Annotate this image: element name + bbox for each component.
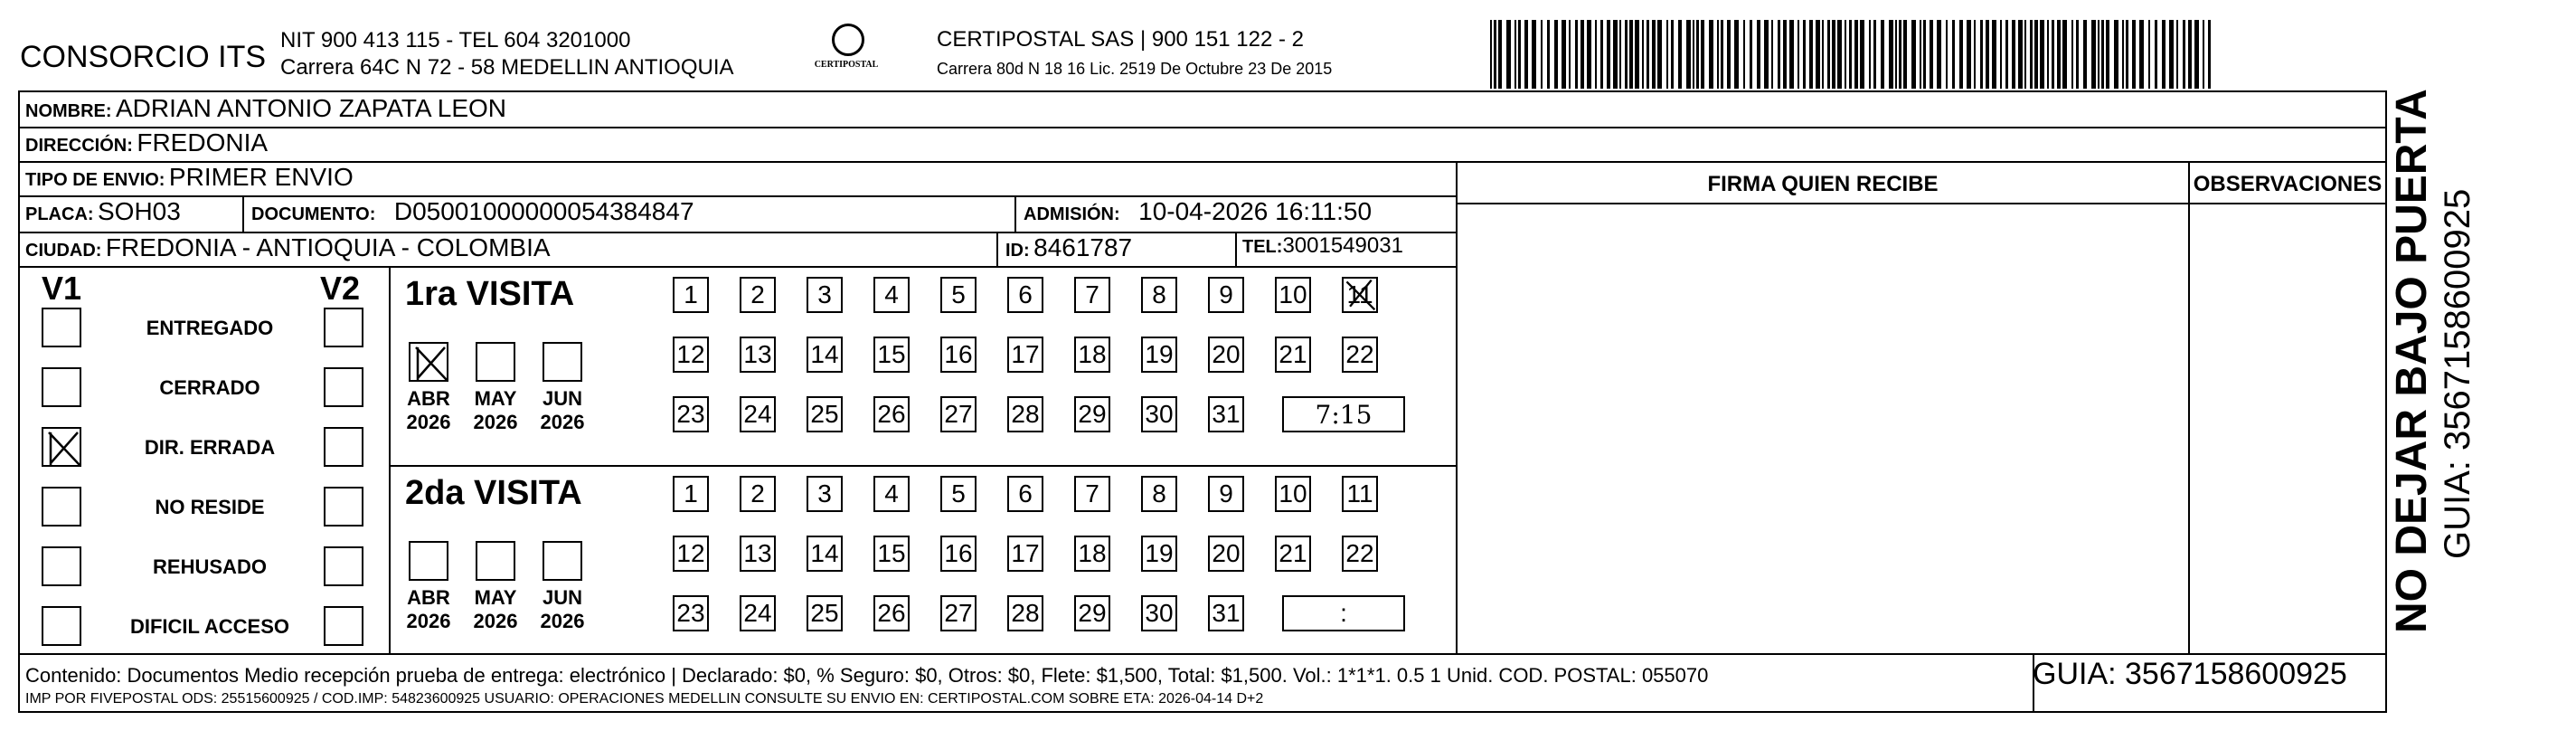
certipostal-license: Carrera 80d N 18 16 Lic. 2519 De Octubre 23 De 2015 [937, 60, 1333, 78]
row-direccion: DIRECCIÓN: FREDONIA [25, 128, 269, 157]
visit-2-month-may-checkbox[interactable] [476, 541, 515, 581]
v1-checkbox-cerrado[interactable] [42, 367, 81, 407]
v2-checkbox-cerrado[interactable] [324, 367, 363, 407]
visit-2-day-30[interactable]: 30 [1141, 595, 1177, 631]
visit-2-day-22[interactable]: 22 [1342, 536, 1378, 572]
content-summary: Contenido: Documentos Medio recepción prueba de entrega: electrónico | Declarado: $0, % Seguro: $0, Otros: $0, Flete: $1,500, Total: $1,500. Vol.: 1*1*1. 0.5 1 Unid. COD. POSTAL: 055070 [25, 664, 1709, 687]
visit-2-day-17[interactable]: 17 [1007, 536, 1043, 572]
firma-header: FIRMA QUIEN RECIBE [1707, 172, 1939, 196]
v1-checkbox-dificil-acceso[interactable] [42, 606, 81, 646]
visit-2-time[interactable]: : [1282, 595, 1405, 631]
visit-2-day-2[interactable]: 2 [740, 476, 776, 512]
visit-1-title: 1ra VISITA [405, 275, 575, 313]
visit-2-day-23[interactable]: 23 [673, 595, 709, 631]
visit-2-month-jun-label: JUN 2026 [540, 586, 585, 632]
visit-1-day-23[interactable]: 23 [673, 396, 709, 432]
row-ciudad: CIUDAD: FREDONIA - ANTIOQUIA - COLOMBIA [25, 233, 551, 261]
visit-1-day-30[interactable]: 30 [1141, 396, 1177, 432]
recipient-address: FREDONIA [137, 128, 269, 157]
visit-1-day-25[interactable]: 25 [807, 396, 843, 432]
row-nombre: NOMBRE: ADRIAN ANTONIO ZAPATA LEON [25, 94, 507, 122]
visit-2-day-6[interactable]: 6 [1007, 476, 1043, 512]
visit-2-day-19[interactable]: 19 [1141, 536, 1177, 572]
visit-2-day-13[interactable]: 13 [740, 536, 776, 572]
visit-1-day-3[interactable]: 3 [807, 277, 843, 313]
visit-1-day-16[interactable]: 16 [940, 337, 977, 373]
visit-2-day-12[interactable]: 12 [673, 536, 709, 572]
row-admision: ADMISIÓN: 10-04-2026 16:11:50 [1024, 197, 1373, 225]
visit-1-day-21[interactable]: 21 [1275, 337, 1311, 373]
visit-2-day-26[interactable]: 26 [873, 595, 910, 631]
visit-1-day-13[interactable]: 13 [740, 337, 776, 373]
visit-1-day-29[interactable]: 29 [1074, 396, 1110, 432]
visit-2-day-27[interactable]: 27 [940, 595, 977, 631]
status-label-cerrado: CERRADO [159, 376, 260, 399]
visit-2-title: 2da VISITA [405, 474, 582, 512]
visit-2-day-7[interactable]: 7 [1074, 476, 1110, 512]
visit-2-day-20[interactable]: 20 [1208, 536, 1244, 572]
visit-1-day-9[interactable]: 9 [1208, 277, 1244, 313]
row-tipo: TIPO DE ENVIO: PRIMER ENVIO [25, 163, 354, 191]
side-guia-number: GUIA: 3567158600925 [2438, 188, 2477, 559]
visit-2-day-9[interactable]: 9 [1208, 476, 1244, 512]
visit-1-day-8[interactable]: 8 [1141, 277, 1177, 313]
visit-1-month-abr-checkbox[interactable] [409, 342, 448, 382]
visit-2-day-5[interactable]: 5 [940, 476, 977, 512]
print-info: IMP POR FIVEPOSTAL ODS: 25515600925 / COD.IMP: 54823600925 USUARIO: OPERACIONES MEDELLIN CONSULTE SU ENVIO EN: CERTIPOSTAL.COM SOBRE ETA: 2026-04-14 D+2 [25, 691, 1264, 707]
signature-area[interactable] [1467, 210, 2177, 644]
shipment-type: PRIMER ENVIO [168, 163, 354, 191]
visit-1-day-1[interactable]: 1 [673, 277, 709, 313]
v1-checkbox-entregado[interactable] [42, 308, 81, 347]
visit-1-day-5[interactable]: 5 [940, 277, 977, 313]
v1-header: V1 [42, 270, 82, 307]
v1-checkbox-dir-errada[interactable] [42, 427, 81, 467]
visit-1-time[interactable]: 7:15 [1282, 396, 1405, 432]
brand-name: CONSORCIO ITS [20, 40, 267, 74]
documento-value: D05001000000054384847 [393, 197, 694, 225]
placa-value: SOH03 [98, 197, 181, 225]
visit-2-month-abr-label: ABR 2026 [406, 586, 451, 632]
visit-2-day-31[interactable]: 31 [1208, 595, 1244, 631]
visit-1-day-15[interactable]: 15 [873, 337, 910, 373]
observaciones-area[interactable] [2197, 210, 2378, 644]
visit-1-day-31[interactable]: 31 [1208, 396, 1244, 432]
visit-2-day-25[interactable]: 25 [807, 595, 843, 631]
visit-2-day-10[interactable]: 10 [1275, 476, 1311, 512]
visit-1-day-2[interactable]: 2 [740, 277, 776, 313]
v2-checkbox-entregado[interactable] [324, 308, 363, 347]
visit-2-day-11[interactable]: 11 [1342, 476, 1378, 512]
visit-2-month-may-label: MAY 2026 [473, 586, 518, 632]
visit-1-month-abr-label: ABR 2026 [406, 387, 451, 433]
ciudad-value: FREDONIA - ANTIOQUIA - COLOMBIA [105, 233, 551, 261]
status-label-dir-errada: DIR. ERRADA [144, 436, 276, 459]
visit-2-month-abr-checkbox[interactable] [409, 541, 448, 581]
visit-2-day-29[interactable]: 29 [1074, 595, 1110, 631]
visit-1-day-4[interactable]: 4 [873, 277, 910, 313]
v2-checkbox-no-reside[interactable] [324, 487, 363, 527]
visit-2-day-24[interactable]: 24 [740, 595, 776, 631]
certipostal-info: CERTIPOSTAL SAS | 900 151 122 - 2 [937, 27, 1304, 52]
visit-2-day-15[interactable]: 15 [873, 536, 910, 572]
admision-value: 10-04-2026 16:11:50 [1138, 197, 1373, 225]
visit-2-day-8[interactable]: 8 [1141, 476, 1177, 512]
visit-2-day-21[interactable]: 21 [1275, 536, 1311, 572]
visit-1-day-12[interactable]: 12 [673, 337, 709, 373]
visit-1-day-27[interactable]: 27 [940, 396, 977, 432]
v2-header: V2 [320, 270, 361, 307]
recipient-name: ADRIAN ANTONIO ZAPATA LEON [116, 94, 507, 122]
delivery-form [18, 90, 2387, 713]
visit-1-day-17[interactable]: 17 [1007, 337, 1043, 373]
visit-1-day-14[interactable]: 14 [807, 337, 843, 373]
visit-1-day-6[interactable]: 6 [1007, 277, 1043, 313]
v1-checkbox-rehusado[interactable] [42, 546, 81, 586]
visit-1-month-may-label: MAY 2026 [473, 387, 518, 433]
tel-value: 3001549031 [1282, 233, 1403, 258]
visit-2-day-28[interactable]: 28 [1007, 595, 1043, 631]
no-dejar-notice: NO DEJAR BAJO PUERTA [2388, 89, 2436, 633]
status-label-rehusado: REHUSADO [153, 555, 267, 578]
certipostal-logo: CERTIPOSTAL [810, 24, 882, 83]
barcode [1490, 20, 2213, 89]
v2-checkbox-dir-errada[interactable] [324, 427, 363, 467]
visit-2-day-3[interactable]: 3 [807, 476, 843, 512]
visit-1-day-18[interactable]: 18 [1074, 337, 1110, 373]
id-value: 8461787 [1033, 233, 1133, 261]
guia-number: GUIA: 3567158600925 [2033, 657, 2347, 691]
visit-1-day-28[interactable]: 28 [1007, 396, 1043, 432]
visit-1-day-19[interactable]: 19 [1141, 337, 1177, 373]
visit-1-day-22[interactable]: 22 [1342, 337, 1378, 373]
status-label-no-reside: NO RESIDE [155, 496, 265, 518]
visit-2-day-4[interactable]: 4 [873, 476, 910, 512]
visit-1-day-11[interactable]: 11 [1342, 277, 1378, 313]
visit-2-day-1[interactable]: 1 [673, 476, 709, 512]
nit-line: NIT 900 413 115 - TEL 604 3201000 [280, 28, 631, 52]
row-documento: DOCUMENTO: D05001000000054384847 [251, 197, 694, 225]
visit-1-day-26[interactable]: 26 [873, 396, 910, 432]
address-line: Carrera 64C N 72 - 58 MEDELLIN ANTIOQUIA [280, 55, 734, 80]
row-id: ID: 8461787 [1005, 233, 1133, 261]
visit-1-day-24[interactable]: 24 [740, 396, 776, 432]
company-info [280, 27, 734, 81]
visit-2-day-14[interactable]: 14 [807, 536, 843, 572]
row-tel: TEL:3001549031 [1242, 233, 1403, 258]
observaciones-header: OBSERVACIONES [2193, 172, 2383, 196]
row-placa: PLACA: SOH03 [25, 197, 181, 225]
v2-checkbox-rehusado[interactable] [324, 546, 363, 586]
status-label-dificil-acceso: DIFICIL ACCESO [129, 615, 289, 638]
visit-2-day-16[interactable]: 16 [940, 536, 977, 572]
visit-1-month-jun-checkbox[interactable] [543, 342, 582, 382]
visit-1-month-may-checkbox[interactable] [476, 342, 515, 382]
v2-checkbox-dificil-acceso[interactable] [324, 606, 363, 646]
visit-1-day-20[interactable]: 20 [1208, 337, 1244, 373]
v1-checkbox-no-reside[interactable] [42, 487, 81, 527]
visit-2-day-18[interactable]: 18 [1074, 536, 1110, 572]
visit-1-day-10[interactable]: 10 [1275, 277, 1311, 313]
visit-1-month-jun-label: JUN 2026 [540, 387, 585, 433]
visit-1-day-7[interactable]: 7 [1074, 277, 1110, 313]
visit-2-month-jun-checkbox[interactable] [543, 541, 582, 581]
status-label-entregado: ENTREGADO [146, 317, 274, 339]
